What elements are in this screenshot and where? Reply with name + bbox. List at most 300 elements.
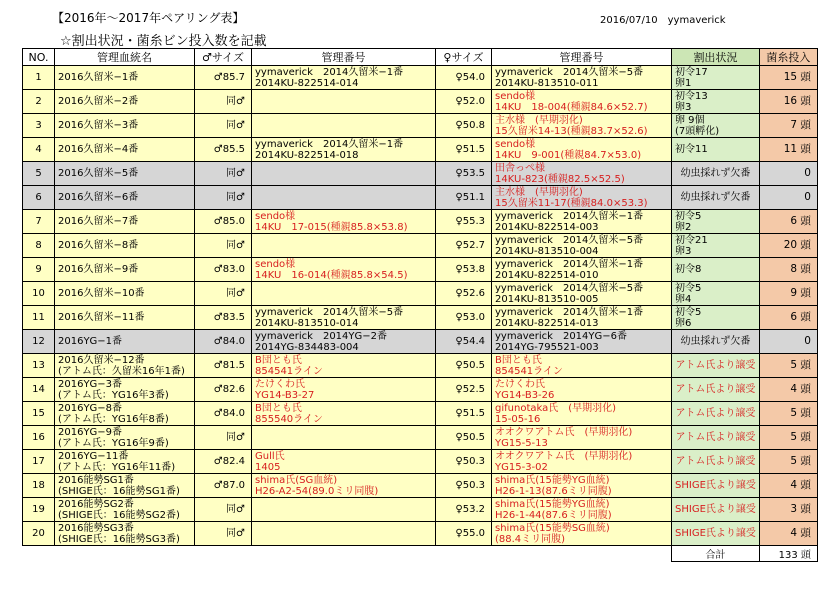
cell-line: 初令11	[675, 144, 708, 155]
cell-line: 主水様 (早期羽化)	[495, 186, 583, 198]
cell-line: yymaverick 2014久留米−5番	[495, 66, 644, 78]
cell-line: shima氏(15能勢YG血統)	[495, 474, 610, 486]
male-id	[252, 258, 436, 282]
male-size: 同♂	[195, 90, 252, 114]
male-id	[252, 114, 436, 138]
bottle-count: 4 頭	[759, 378, 817, 402]
hatch-status	[672, 282, 760, 306]
cell-line: shima氏(15能勢SG血統)	[495, 522, 610, 534]
male-size: ♂83.0	[195, 258, 252, 282]
row-number: 19	[23, 498, 55, 522]
status-missing: 幼虫採れず欠番	[672, 186, 760, 210]
cell-line: H26-1-13(87.6ミリ同腹)	[495, 485, 612, 497]
row-number: 10	[23, 282, 55, 306]
header-row	[23, 49, 818, 66]
female-size: ♀51.5	[436, 138, 492, 162]
cell-line: sendo様	[495, 138, 536, 150]
cell-line: H26-A2-54(89.0ミリ同腹)	[255, 485, 379, 497]
female-size: ♀51.1	[436, 186, 492, 210]
male-id	[252, 402, 436, 426]
female-id	[492, 258, 672, 282]
status-transfer: アトム氏より譲受	[672, 378, 760, 402]
male-id	[252, 474, 436, 498]
status-transfer: アトム氏より譲受	[672, 354, 760, 378]
cell-line: YG15-5-13	[495, 437, 548, 449]
female-size: ♀50.3	[436, 474, 492, 498]
female-size: ♀54.4	[436, 330, 492, 354]
cell-line: 15久留米11-17(種親84.0×53.3)	[495, 197, 648, 209]
cell-line: 田舎っぺ様	[495, 162, 545, 174]
cell-line: Gull氏	[255, 450, 285, 462]
line-name	[55, 426, 195, 450]
row-number: 1	[23, 66, 55, 90]
bottle-count: 9 頭	[759, 282, 817, 306]
table-row	[23, 474, 818, 498]
table-row	[23, 354, 818, 378]
cell-line: 2016久留米−6番	[58, 192, 139, 203]
status-transfer: アトム氏より譲受	[672, 402, 760, 426]
line-name	[55, 402, 195, 426]
cell-line: sendo様	[255, 258, 296, 270]
male-size: 同♂	[195, 498, 252, 522]
cell-line: 初令13	[675, 90, 708, 102]
table-row	[23, 186, 818, 210]
header-count: 菌糸投入	[759, 49, 817, 66]
male-id	[252, 330, 436, 354]
cell-line: 2014KU-822514-013	[495, 317, 599, 329]
cell-line: 主水様 (早期羽化)	[495, 114, 583, 126]
row-number: 12	[23, 330, 55, 354]
date-author: 2016/07/10 yymaverick	[600, 15, 726, 26]
cell-line: shima氏(SG血統)	[255, 474, 338, 486]
male-size: ♂81.5	[195, 354, 252, 378]
female-id	[492, 354, 672, 378]
cell-line: sendo様	[495, 90, 536, 102]
header-male-size: ♂サイズ	[195, 49, 252, 66]
male-id	[252, 522, 436, 546]
line-name	[55, 210, 195, 234]
line-name	[55, 162, 195, 186]
cell-line: 2016久留米−10番	[58, 288, 145, 299]
header-no: NO.	[23, 49, 55, 66]
cell-line: 2016久留米−11番	[58, 312, 145, 323]
cell-line: 855540ライン	[255, 413, 323, 425]
cell-line: 2014KU-822514-018	[255, 149, 359, 161]
female-id	[492, 186, 672, 210]
cell-line: 2016久留米−9番	[58, 264, 139, 275]
cell-line: 14KU 16-014(種親85.8×54.5)	[255, 269, 408, 281]
cell-line: 15久留米14-13(種親83.7×52.6)	[495, 125, 648, 137]
row-number: 7	[23, 210, 55, 234]
cell-line: 2014KU-813510-005	[495, 293, 599, 305]
cell-line: yymaverick 2014久留米−5番	[255, 306, 404, 318]
female-size: ♀50.8	[436, 114, 492, 138]
cell-line: yymaverick 2014久留米−1番	[495, 306, 644, 318]
total-label: 合計	[672, 546, 760, 562]
line-name	[55, 90, 195, 114]
row-number: 16	[23, 426, 55, 450]
line-name	[55, 450, 195, 474]
cell-line: gifunotaka氏 (早期羽化)	[495, 402, 617, 414]
female-id	[492, 90, 672, 114]
header-female-id: 管理番号	[492, 49, 672, 66]
bottle-count: 5 頭	[759, 402, 817, 426]
cell-line: 14KU 17-015(種親85.8×53.8)	[255, 221, 408, 233]
female-size: ♀50.5	[436, 426, 492, 450]
female-id	[492, 66, 672, 90]
cell-line: B団とも氏	[495, 354, 542, 366]
female-size: ♀55.3	[436, 210, 492, 234]
female-id	[492, 426, 672, 450]
table-row	[23, 522, 818, 546]
cell-line: (7頭孵化)	[675, 125, 720, 137]
total-row	[23, 546, 818, 562]
table-row	[23, 210, 818, 234]
line-name	[55, 186, 195, 210]
male-size: ♂87.0	[195, 474, 252, 498]
cell-line: オオクワアトム氏 (早期羽化)	[495, 450, 633, 462]
line-name	[55, 234, 195, 258]
female-size: ♀50.5	[436, 354, 492, 378]
cell-line: 854541ライン	[495, 365, 563, 377]
male-id	[252, 282, 436, 306]
cell-line: 卵4	[675, 293, 692, 305]
male-id	[252, 498, 436, 522]
total-spacer	[23, 546, 672, 562]
cell-line: YG14-B3-26	[495, 389, 555, 401]
cell-line: たけくわ氏	[495, 378, 545, 390]
cell-line: 2016能勢SG3番	[58, 522, 134, 534]
cell-line: 2014KU-813510-004	[495, 245, 599, 257]
status-transfer: SHIGE氏より譲受	[672, 498, 760, 522]
status-transfer: アトム氏より譲受	[672, 426, 760, 450]
male-size: ♂83.5	[195, 306, 252, 330]
cell-line: yymaverick 2014YG−6番	[495, 330, 628, 342]
cell-line: 2016久留米−8番	[58, 240, 139, 251]
table-row	[23, 66, 818, 90]
male-id	[252, 138, 436, 162]
cell-line: 2016久留米−7番	[58, 216, 139, 227]
male-id	[252, 66, 436, 90]
female-id	[492, 498, 672, 522]
status-transfer: SHIGE氏より譲受	[672, 522, 760, 546]
pairing-table	[22, 48, 818, 562]
female-id	[492, 162, 672, 186]
male-size: ♂85.5	[195, 138, 252, 162]
female-id	[492, 282, 672, 306]
male-size: 同♂	[195, 426, 252, 450]
line-name	[55, 114, 195, 138]
male-id	[252, 354, 436, 378]
cell-line: 2016久留米−3番	[58, 120, 139, 131]
bottle-count: 15 頭	[759, 66, 817, 90]
male-size: ♂82.4	[195, 450, 252, 474]
hatch-status	[672, 90, 760, 114]
cell-line: 2016YG−8番	[58, 402, 123, 414]
line-name	[55, 354, 195, 378]
cell-line: yymaverick 2014久留米−1番	[495, 210, 644, 222]
row-number: 2	[23, 90, 55, 114]
cell-line: shima氏(15能勢YG血統)	[495, 498, 610, 510]
bottle-count: 0	[759, 330, 817, 354]
cell-line: 2014KU-822514-003	[495, 221, 599, 233]
table-row	[23, 498, 818, 522]
cell-line: 卵3	[675, 101, 692, 113]
female-id	[492, 450, 672, 474]
male-id	[252, 234, 436, 258]
cell-line: 14KU 18-004(種親84.6×52.7)	[495, 101, 648, 113]
hatch-status	[672, 234, 760, 258]
female-size: ♀52.0	[436, 90, 492, 114]
row-number: 11	[23, 306, 55, 330]
female-id	[492, 378, 672, 402]
female-size: ♀52.5	[436, 378, 492, 402]
female-size: ♀54.0	[436, 66, 492, 90]
page-subtitle: ☆割出状況・菌糸ビン投入数を記載	[60, 34, 267, 49]
male-size: 同♂	[195, 162, 252, 186]
line-name	[55, 138, 195, 162]
cell-line: 2016久留米−12番	[58, 354, 145, 366]
cell-line: 15-05-16	[495, 413, 541, 425]
row-number: 18	[23, 474, 55, 498]
male-id	[252, 306, 436, 330]
female-id	[492, 306, 672, 330]
hatch-status	[672, 306, 760, 330]
male-size: 同♂	[195, 522, 252, 546]
cell-line: (アトム氏：YG16年8番)	[58, 413, 169, 425]
line-name	[55, 498, 195, 522]
male-id	[252, 378, 436, 402]
male-size: ♂84.0	[195, 330, 252, 354]
hatch-status	[672, 210, 760, 234]
cell-line: 2016能勢SG1番	[58, 474, 134, 486]
female-size: ♀53.2	[436, 498, 492, 522]
male-size: ♂84.0	[195, 402, 252, 426]
cell-line: 2014YG-834483-004	[255, 341, 359, 353]
cell-line: 卵3	[675, 245, 692, 257]
status-missing: 幼虫採れず欠番	[672, 330, 760, 354]
female-size: ♀52.7	[436, 234, 492, 258]
table-row	[23, 114, 818, 138]
bottle-count: 20 頭	[759, 234, 817, 258]
female-id	[492, 210, 672, 234]
bottle-count: 0	[759, 162, 817, 186]
hatch-status	[672, 114, 760, 138]
line-name	[55, 282, 195, 306]
cell-line: 2016久留米−2番	[58, 96, 139, 107]
table-row	[23, 330, 818, 354]
table-row	[23, 258, 818, 282]
row-number: 4	[23, 138, 55, 162]
cell-line: 2014KU-822514-014	[255, 77, 359, 89]
total-value: 133 頭	[759, 546, 817, 562]
header-status: 割出状況	[672, 49, 760, 66]
cell-line: (88.4ミリ同腹)	[495, 533, 566, 545]
cell-line: yymaverick 2014久留米−5番	[495, 234, 644, 246]
cell-line: 卵1	[675, 77, 692, 89]
cell-line: H26-1-44(87.6ミリ同腹)	[495, 509, 612, 521]
bottle-count: 8 頭	[759, 258, 817, 282]
cell-line: (アトム氏：YG16年3番)	[58, 389, 169, 401]
cell-line: 2016久留米−5番	[58, 168, 139, 179]
cell-line: yymaverick 2014久留米−1番	[495, 258, 644, 270]
bottle-count: 4 頭	[759, 474, 817, 498]
cell-line: 初令5	[675, 210, 702, 222]
bottle-count: 7 頭	[759, 114, 817, 138]
female-size: ♀53.8	[436, 258, 492, 282]
cell-line: (アトム氏：久留米16年1番)	[58, 365, 185, 377]
female-size: ♀53.5	[436, 162, 492, 186]
row-number: 8	[23, 234, 55, 258]
cell-line: 2014KU-813510-011	[495, 77, 599, 89]
bottle-count: 5 頭	[759, 450, 817, 474]
table-row	[23, 234, 818, 258]
row-number: 20	[23, 522, 55, 546]
cell-line: yymaverick 2014YG−2番	[255, 330, 388, 342]
table-row	[23, 306, 818, 330]
cell-line: 2016YG−1番	[58, 336, 123, 347]
cell-line: 2016YG−9番	[58, 426, 123, 438]
bottle-count: 6 頭	[759, 210, 817, 234]
cell-line: 初令5	[675, 306, 702, 318]
bottle-count: 5 頭	[759, 426, 817, 450]
status-transfer: アトム氏より譲受	[672, 450, 760, 474]
male-size: ♂85.0	[195, 210, 252, 234]
female-id	[492, 114, 672, 138]
male-size: 同♂	[195, 114, 252, 138]
row-number: 3	[23, 114, 55, 138]
cell-line: 2014KU-813510-014	[255, 317, 359, 329]
cell-line: 初令5	[675, 282, 702, 294]
row-number: 13	[23, 354, 55, 378]
cell-line: 卵2	[675, 221, 692, 233]
cell-line: 14KU-823(種親82.5×52.5)	[495, 173, 625, 185]
cell-line: yymaverick 2014久留米−1番	[255, 66, 404, 78]
female-id	[492, 474, 672, 498]
table-row	[23, 90, 818, 114]
cell-line: (アトム氏：YG16年9番)	[58, 437, 169, 449]
cell-line: yymaverick 2014久留米−5番	[495, 282, 644, 294]
row-number: 6	[23, 186, 55, 210]
hatch-status	[672, 66, 760, 90]
cell-line: B団とも氏	[255, 354, 302, 366]
bottle-count: 16 頭	[759, 90, 817, 114]
female-id	[492, 402, 672, 426]
bottle-count: 5 頭	[759, 354, 817, 378]
header-female-size: ♀サイズ	[436, 49, 492, 66]
line-name	[55, 474, 195, 498]
female-size: ♀53.0	[436, 306, 492, 330]
male-size: 同♂	[195, 234, 252, 258]
cell-line: 初令8	[675, 264, 702, 275]
male-size: ♂85.7	[195, 66, 252, 90]
line-name	[55, 306, 195, 330]
table-row	[23, 138, 818, 162]
cell-line: YG15-3-02	[495, 461, 548, 473]
cell-line: 2016久留米−4番	[58, 144, 139, 155]
status-missing: 幼虫採れず欠番	[672, 162, 760, 186]
table-row	[23, 402, 818, 426]
row-number: 9	[23, 258, 55, 282]
cell-line: 卵6	[675, 317, 692, 329]
bottle-count: 6 頭	[759, 306, 817, 330]
cell-line: 2014KU-822514-010	[495, 269, 599, 281]
line-name	[55, 66, 195, 90]
table-row	[23, 162, 818, 186]
female-id	[492, 330, 672, 354]
male-id	[252, 162, 436, 186]
bottle-count: 0	[759, 186, 817, 210]
cell-line: sendo様	[255, 210, 296, 222]
cell-line: 2016久留米−1番	[58, 72, 139, 83]
cell-line: 2014YG-795521-003	[495, 341, 599, 353]
line-name	[55, 522, 195, 546]
cell-line: B団とも氏	[255, 402, 302, 414]
page-title: 【2016年～2017年ペアリング表】	[52, 11, 245, 25]
male-id	[252, 90, 436, 114]
row-number: 15	[23, 402, 55, 426]
cell-line: 1405	[255, 461, 281, 473]
cell-line: 2016能勢SG2番	[58, 498, 134, 510]
male-id	[252, 450, 436, 474]
female-size: ♀50.3	[436, 450, 492, 474]
cell-line: オオクワアトム氏 (早期羽化)	[495, 426, 633, 438]
cell-line: たけくわ氏	[255, 378, 305, 390]
male-id	[252, 210, 436, 234]
female-size: ♀55.0	[436, 522, 492, 546]
row-number: 14	[23, 378, 55, 402]
female-size: ♀51.5	[436, 402, 492, 426]
cell-line: 初令17	[675, 66, 708, 78]
table-row	[23, 450, 818, 474]
cell-line: (SHIGE氏：16能勢SG2番)	[58, 509, 180, 521]
female-size: ♀52.6	[436, 282, 492, 306]
row-number: 5	[23, 162, 55, 186]
cell-line: (SHIGE氏：16能勢SG1番)	[58, 485, 180, 497]
cell-line: 2016YG−11番	[58, 450, 129, 462]
cell-line: YG14-B3-27	[255, 389, 315, 401]
male-id	[252, 186, 436, 210]
hatch-status	[672, 258, 760, 282]
bottle-count: 3 頭	[759, 498, 817, 522]
hatch-status	[672, 138, 760, 162]
table-row	[23, 282, 818, 306]
cell-line: (SHIGE氏：16能勢SG3番)	[58, 533, 180, 545]
cell-line: 初令21	[675, 234, 708, 246]
line-name	[55, 258, 195, 282]
cell-line: 2016YG−3番	[58, 378, 123, 390]
row-number: 17	[23, 450, 55, 474]
cell-line: 14KU 9-001(種親84.7×53.0)	[495, 149, 642, 161]
male-size: ♂82.6	[195, 378, 252, 402]
cell-line: 854541ライン	[255, 365, 323, 377]
line-name	[55, 330, 195, 354]
cell-line: yymaverick 2014久留米−1番	[255, 138, 404, 150]
female-id	[492, 522, 672, 546]
cell-line: 卵 9個	[675, 114, 705, 126]
table-body	[23, 66, 818, 562]
table-row	[23, 378, 818, 402]
female-id	[492, 138, 672, 162]
header-male-id: 管理番号	[252, 49, 436, 66]
male-id	[252, 426, 436, 450]
bottle-count: 11 頭	[759, 138, 817, 162]
male-size: 同♂	[195, 282, 252, 306]
header-line-name: 管理血統名	[55, 49, 195, 66]
line-name	[55, 378, 195, 402]
female-id	[492, 234, 672, 258]
cell-line: (アトム氏：YG16年11番)	[58, 461, 176, 473]
